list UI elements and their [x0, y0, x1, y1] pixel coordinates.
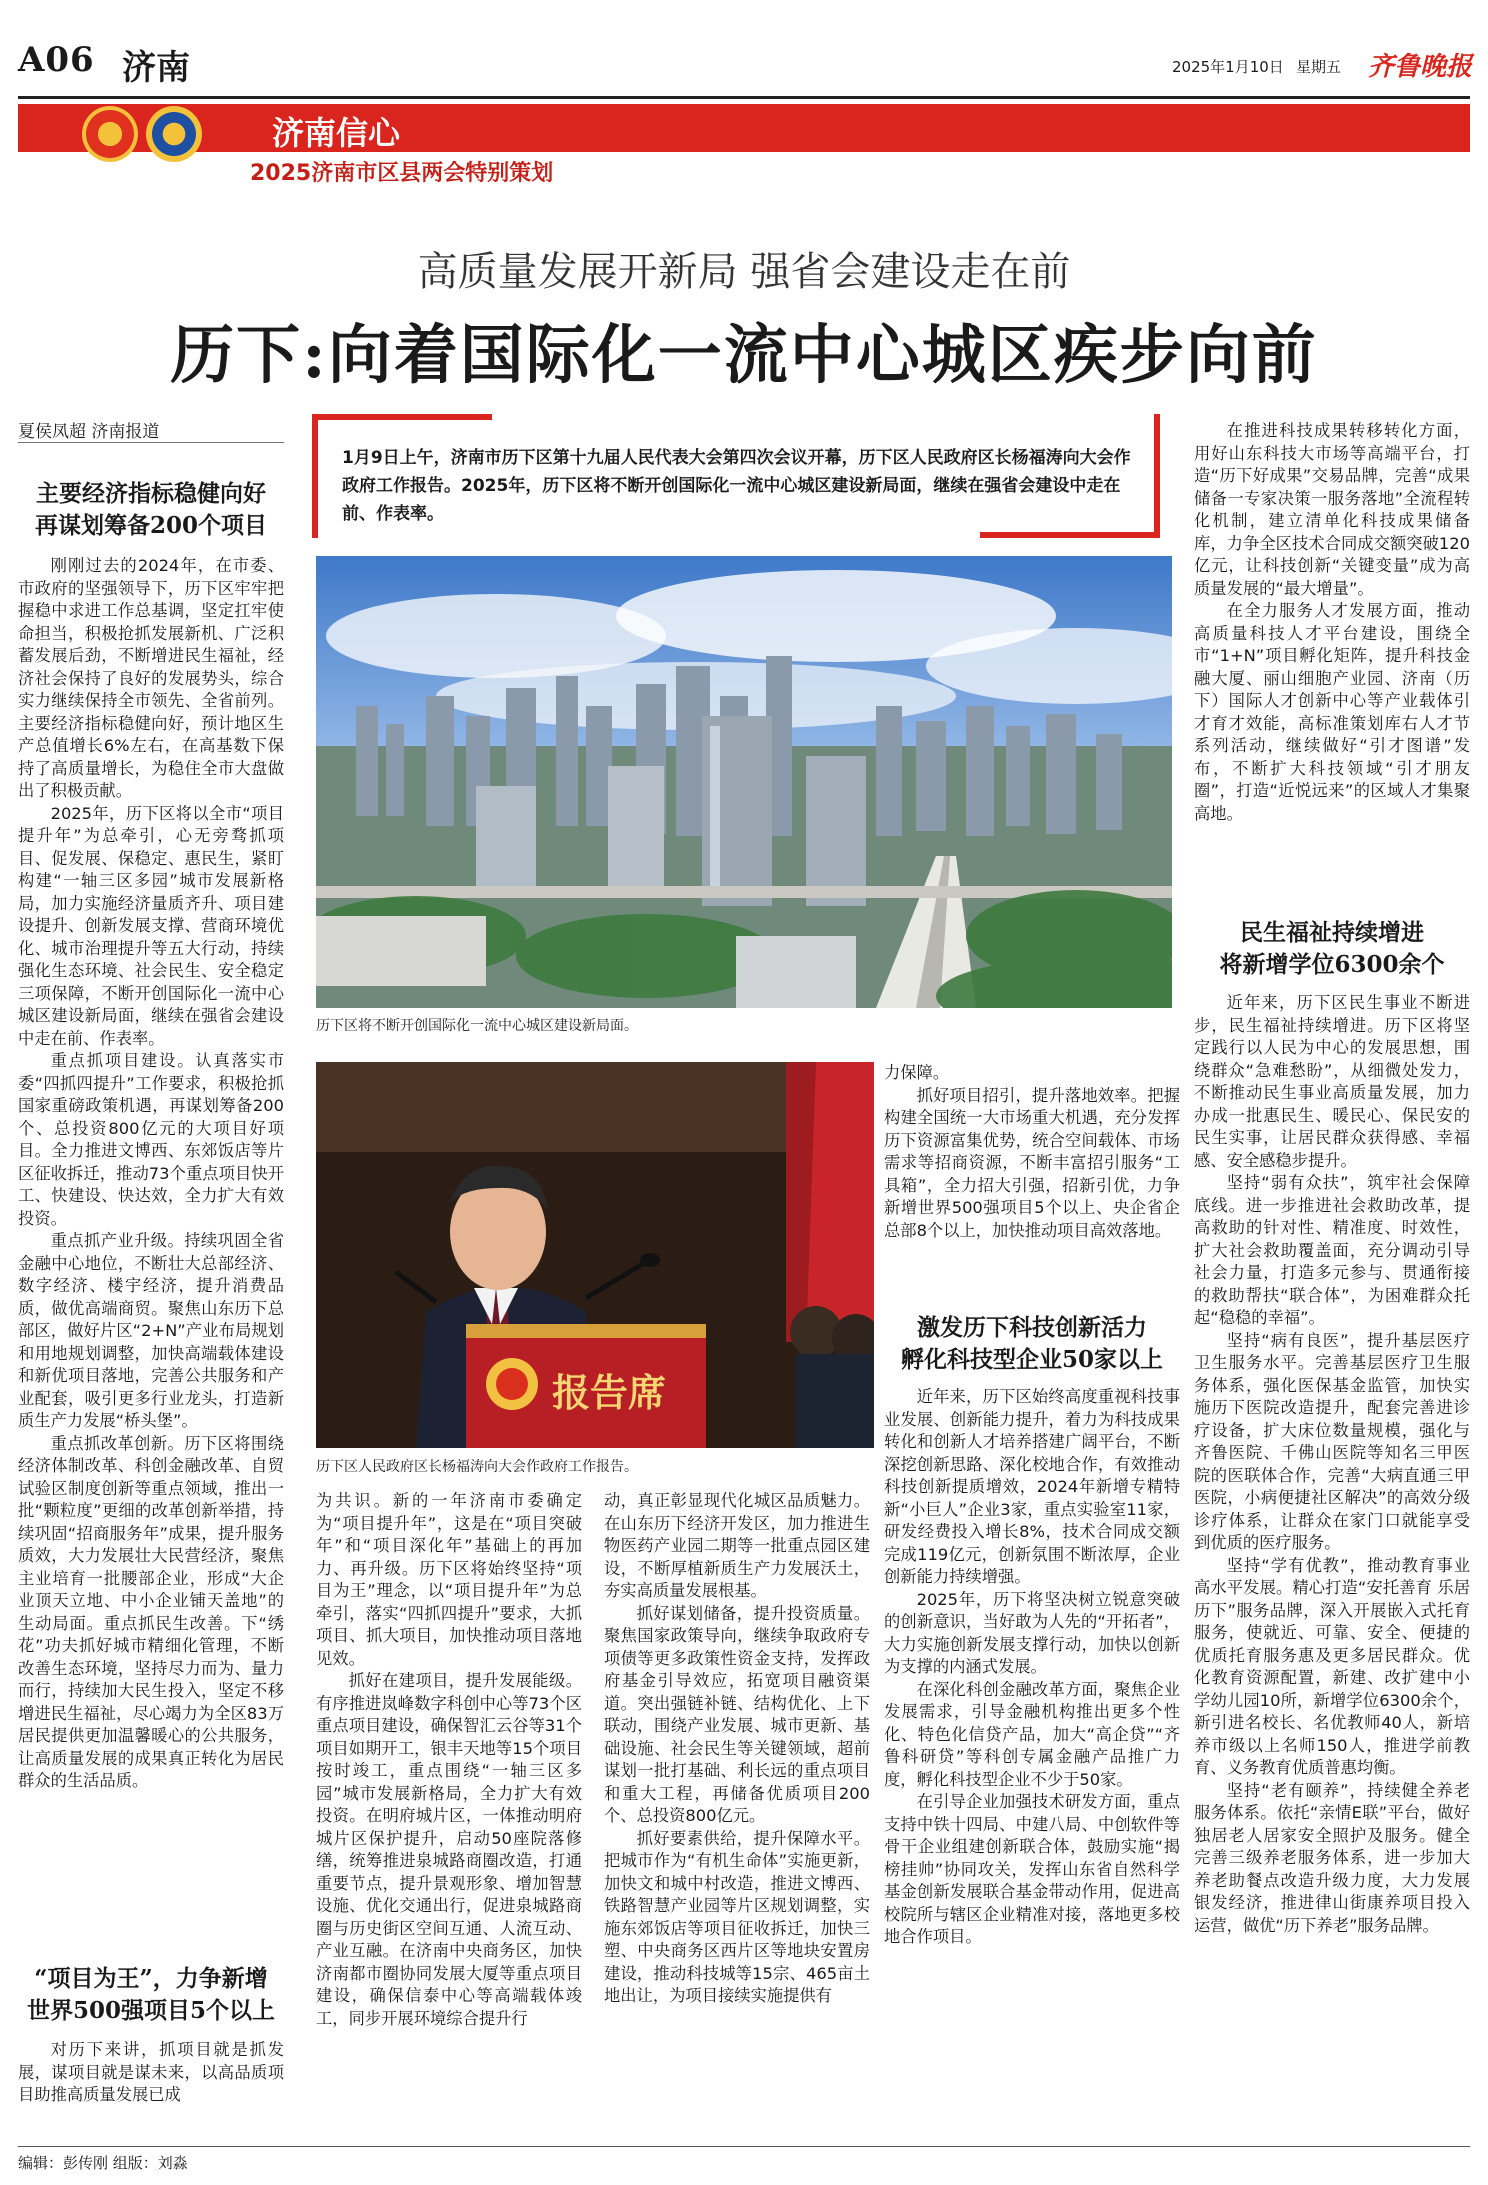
podium-label: 报告席	[552, 1370, 667, 1415]
paragraph: 坚持“学有优教”，推动教育事业高水平发展。精心打造“安托善育 乐居历下”服务品牌，深入开展嵌入式托育服务，使就近、可靠、安全、便捷的优质托育服务惠及更多居民群众。优化教育资源配置，新建、改扩建中小学幼儿园10所，新增学位6300余个，新引进名校长、名优教师40人，新培养市级以上名师150人，推进学前教育、义务教育优质普惠均衡。	[1194, 1555, 1470, 1777]
lead-frame-top	[312, 414, 492, 420]
article-column-1-continued	[18, 2039, 284, 2107]
paragraph: 抓好在建项目，提升发展能级。有序推进岚峰数字科创中心等73个区重点项目建设，确保智汇云谷等31个项目如期开工，银丰天地等15个项目按时竣工，重点围绕“一轴三区多园”城市发展新格局，全力扩大有效投资。在明府城片区，一体推动明府城片区保护提升，启动50座院落修缮，统筹推进泉城路商圈改造，打通重要节点，提升景观形象、增加智慧设施、优化交通出行，促进泉城路商圈与历史街区空间互通、人流互动、产业互融。在济南中央商务区，加快济南都市圈协同发展大厦等重点项目建设，确保信泰中心等高端载体竣工，同步开展环境综合提升行	[316, 1671, 582, 2028]
footer-rule	[18, 2146, 1470, 2147]
paragraph: 在引导企业加强技术研发方面，重点支持中铁十四局、中建八局、中创软件等骨干企业组建创新联合体，鼓励实施“揭榜挂帅”协同攻关，发挥山东省自然科学基金创新发展联合基金带动作用，促进高校院所与辖区企业精准对接，落地更多校地合作项目。	[884, 1792, 1180, 1946]
banner-subtitle: 2025济南市区县两会特别策划	[250, 161, 554, 186]
lead-frame-right	[1154, 414, 1160, 538]
paragraph: 2025年，历下区将以全市“项目提升年”为总牵引，心无旁骛抓项目、促发展、保稳定、惠民生，紧盯构建“一轴三区多园”城市发展新格局，加力实施经济量质齐升、项目建设提升、创新发展支撑、营商环境优化、城市治理提升等五大行动，持续强化生态环境、社会民生、安全稳定三项保障，不断开创国际化一流中心城区建设新局面，继续在强省会建设中走在前、作表率。	[18, 803, 284, 1048]
city-photo-caption: 历下区将不断开创国际化一流中心城区建设新局面。	[316, 1018, 638, 1034]
section-banner	[18, 104, 1470, 152]
paragraph: 对历下来讲，抓项目就是抓发展，谋项目就是谋未来，以高品质项目助推高质量发展已成	[18, 2040, 284, 2104]
article-column-1	[18, 555, 284, 1793]
section-name: 济南	[122, 48, 190, 88]
article-column-4-continued	[884, 1386, 1180, 1949]
byline-rule	[18, 442, 284, 443]
national-emblem-icon	[82, 106, 138, 162]
lead-frame-left	[312, 414, 318, 538]
paragraph: 刚刚过去的2024年，在市委、市政府的坚强领导下，历下区牢牢把握稳中求进工作总基调，坚定扛牢使命担当，积极抢抓发展新机、广泛积蓄发展后劲，不断增进民生福祉，经济社会保持了良好的发展势头，综合实力继续保持全市领先、全省前列。主要经济指标稳健向好，预计地区生产总值增长6%左右，在高基数下保持了高质量增长，为稳住全市大盘做出了积极贡献。	[18, 556, 284, 800]
lead-frame-bottom	[980, 532, 1160, 538]
paragraph: 坚持“老有颐养”，持续健全养老服务体系。依托“亲情E联”平台，做好独居老人居家安全照护及服务。健全完善三级养老服务体系，进一步加大养老助餐点改造升级力度，大力发展银发经济，推进律山街康养项目投入运营，做优“历下养老”服务品牌。	[1194, 1780, 1470, 1935]
paragraph: 在深化科创金融改革方面，聚焦企业发展需求，引导金融机构推出更多个性化、特色化信贷产品，加大“高企贷”“齐鲁科研贷”等科创专属金融产品推广力度，孵化科技型企业不少于50家。	[884, 1679, 1180, 1789]
paragraph: 近年来，历下区民生事业不断进步，民生福祉持续增进。历下区将坚定践行以人民为中心的发展思想，围绕群众“急难愁盼”，从细微处发力，不断推动民生事业高质量发展，加力办成一批惠民生、暖民心、保民安的民生实事，让居民群众获得感、幸福感、安全感稳步提升。	[1194, 993, 1470, 1170]
masthead-rule	[18, 96, 1470, 99]
subhead-line: “项目为王”，力争新增	[34, 1965, 268, 1992]
paragraph: 力保障。	[884, 1063, 950, 1082]
subhead-innovation	[884, 1312, 1180, 1376]
paragraph: 坚持“病有良医”，提升基层医疗卫生服务水平。完善基层医疗卫生服务体系，强化医保基金监管，加快实施历下医院改造提升，配套完善进诊疗设备，扩大床位数量规模，强化与齐鲁医院、千佛山医院等知名三甲医院的医联体合作，完善“大病直通三甲医院，小病便捷社区解决”的高效分级诊疗体系，让群众在家门口就能享受到优质的医疗服务。	[1194, 1330, 1470, 1552]
paragraph: 为共识。新的一年济南市委确定为“项目提升年”，这是在“项目突破年”和“项目深化年”基础上的再加力、再升级。历下区将始终坚持“项目为王”理念，以“项目提升年”为总牵引，落实“四抓四提升”要求，大抓项目、抓大项目，加快推动项目落地见效。	[316, 1491, 582, 1668]
issue-weekday: 星期五	[1296, 58, 1342, 76]
lead-paragraph: 1月9日上午，济南市历下区第十九届人民代表大会第四次会议开幕，历下区人民政府区长杨福涛向大会作政府工作报告。2025年，历下区将不断开创国际化一流中心城区建设新局面，继续在强省会建设中走在前、作表率。	[342, 448, 1131, 524]
editor-credits: 编辑：彭传刚 组版：刘淼	[18, 2154, 188, 2172]
issue-date: 2025年1月10日	[1172, 58, 1284, 76]
subhead-line: 世界500强项目5个以上	[26, 1997, 275, 2024]
paragraph: 抓好谋划储备，提升投资质量。聚焦国家政策导向，继续争取政府专项债等更多政策性资金支持，发挥政府基金引导效应，拓宽项目融资渠道。突出强链补链、结构优化、上下联动，围绕产业发展、城市更新、基础设施、社会民生等关键领域，超前谋划一批打基础、利长远的重点项目和重大工程，再储备优质项目200个、总投资800亿元。	[604, 1603, 870, 1825]
paragraph: 2025年，历下将坚决树立锐意突破的创新意识，当好敢为人先的“开拓者”，大力实施创新发展支撑行动，加快以创新为支撑的内涵式发展。	[884, 1589, 1180, 1676]
city-skyline-illustration	[316, 556, 1172, 1008]
subhead-livelihood	[1194, 917, 1470, 981]
paragraph: 重点抓产业升级。持续巩固全省金融中心地位，不断壮大总部经济、数字经济、楼宇经济，提升消费品质，做优高端商贸。聚焦山东历下总部区，做好片区“2+N”产业布局规划和用地规划调整，加快高端载体建设和新优项目落地，完善公共服务和产业配套，吸引更多行业龙头，打造新质生产力发展“桥头堡”。	[18, 1231, 284, 1430]
subhead-line: 孵化科技型企业50家以上	[900, 1346, 1163, 1373]
paragraph: 重点抓改革创新。历下区将围绕经济体制改革、科创金融改革、自贸试验区制度创新等重点领域，推出一批“颗粒度”更细的改革创新举措，持续巩固“招商服务年”成果，提升服务质效，大力发展壮大民营经济，聚焦主业培育一批腰部企业，形成“大企业顶天立地、中小企业铺天盖地”的生动局面。重点抓民生改善。下“绣花”功夫抓好城市精细化管理，不断改善生态环境，坚持尽力而为、量力而行，持续加大民生投入，坚定不移增进民生福祉，尽心竭力为全区83万居民提供更加温馨暖心的公共服务，让高质量发展的成果真正转化为居民群众的生活品质。	[18, 1433, 284, 1790]
subhead-line: 主要经济指标稳健向好	[36, 480, 266, 507]
article-column-3	[604, 1490, 870, 2008]
article-column-2	[316, 1490, 582, 2030]
subhead-economy	[18, 478, 284, 542]
paragraph: 近年来，历下区始终高度重视科技事业发展、创新能力提升，着力为科技成果转化和创新人才培养搭建广阔平台，不断深挖创新思路、深化校地合作，有效推动科技创新提质增效，2024年新增专精特新“小巨人”企业3家，重点实验室11家，研发经费投入增长8%，技术合同成交额完成119亿元，创新氛围不断浓厚，企业创新能力持续增强。	[884, 1387, 1180, 1586]
article-column-5	[1194, 420, 1470, 825]
paragraph: 重点抓项目建设。认真落实市委“四抓四提升”工作要求，积极抢抓国家重磅政策机遇，再谋划筹备200个、总投资800亿元的大项目好项目。全力推进文博西、东郊饭店等片区征收拆迁，推动73个重点项目快开工、快建设、快达效，全力扩大有效投资。	[18, 1051, 284, 1228]
main-headline: 历下:向着国际化一流中心城区疾步向前	[170, 318, 1318, 393]
subhead-line: 将新增学位6300余个	[1219, 951, 1445, 978]
speaker-photo-caption: 历下区人民政府区长杨福涛向大会作政府工作报告。	[316, 1459, 638, 1475]
city-skyline-photo	[316, 556, 1172, 1008]
paragraph: 在推进科技成果转移转化方面，用好山东科技大市场等高端平台，打造“历下好成果”交易品牌，完善“成果储备一专家决策一服务落地”全流程转化机制，建立清单化科技成果储备库，力争全区技术合同成交额突破120亿元，让科技创新“关键变量”成为高质量发展的“最大增量”。	[1194, 421, 1470, 598]
lead-box	[312, 414, 1160, 538]
banner-title: 济南信心	[272, 114, 401, 152]
newspaper-logo: 齐鲁晚报	[1368, 52, 1473, 82]
paragraph: 动，真正彰显现代化城区品质魅力。在山东历下经济开发区，加力推进生物医药产业园二期等一批重点园区建设，不断厚植新质生产力发展沃土，夯实高质量发展根基。	[604, 1491, 870, 1600]
page-number: A06	[18, 40, 95, 80]
paragraph: 抓好要素供给，提升保障水平。把城市作为“有机生命体”实施更新，加快文和城中村改造，推进文博西、铁路智慧产业园等片区规划调整，实施东郊饭店等项目征收拆迁，加快三塑、中央商务区西片区等地块安置房建设，推动科技城等15宗、465亩土地出让，为项目接续实施提供有	[604, 1828, 870, 2005]
paragraph: 坚持“弱有众扶”，筑牢社会保障底线。进一步推进社会救助改革，提高救助的针对性、精准度、时效性，扩大社会救助覆盖面，充分调动引导社会力量，打造多元参与、贯通衔接的救助帮扶“联合体”，为困难群众托起“稳稳的幸福”。	[1194, 1173, 1470, 1327]
article-column-5-continued	[1194, 992, 1470, 1937]
speaker-photo	[316, 1062, 874, 1448]
paragraph: 抓好项目招引，提升落地效率。把握构建全国统一大市场重大机遇，充分发挥历下资源富集优势，统合空间载体、市场需求等招商资源，不断丰富招引服务“工具箱”，全力招大引强，招新引优，力争新增世界500强项目5个以上、央企省企总部8个以上，加快推动项目高效落地。	[884, 1085, 1180, 1240]
subhead-line: 激发历下科技创新活力	[917, 1314, 1147, 1341]
subhead-line: 民生福祉持续增进	[1240, 919, 1424, 946]
article-column-4	[884, 1062, 1180, 1242]
headline-kicker: 高质量发展开新局 强省会建设走在前	[417, 249, 1071, 295]
subhead-line: 再谋划筹备200个项目	[34, 512, 267, 539]
congress-emblem-icon	[146, 106, 202, 162]
paragraph: 在全力服务人才发展方面，推动高质量科技人才平台建设，围绕全市“1+N”项目孵化矩阵，提升科技金融大厦、丽山细胞产业园、济南（历下）国际人才创新中心等产业载体引才育才效能，高标准策划库右人才节系列活动，继续做好“引才图谱”发布，不断扩大科技领域“引才朋友圈”，打造“近悦远来”的区域人才集聚高地。	[1194, 601, 1470, 823]
byline: 夏侯凤超 济南报道	[18, 422, 160, 442]
subhead-projects	[18, 1963, 284, 2027]
